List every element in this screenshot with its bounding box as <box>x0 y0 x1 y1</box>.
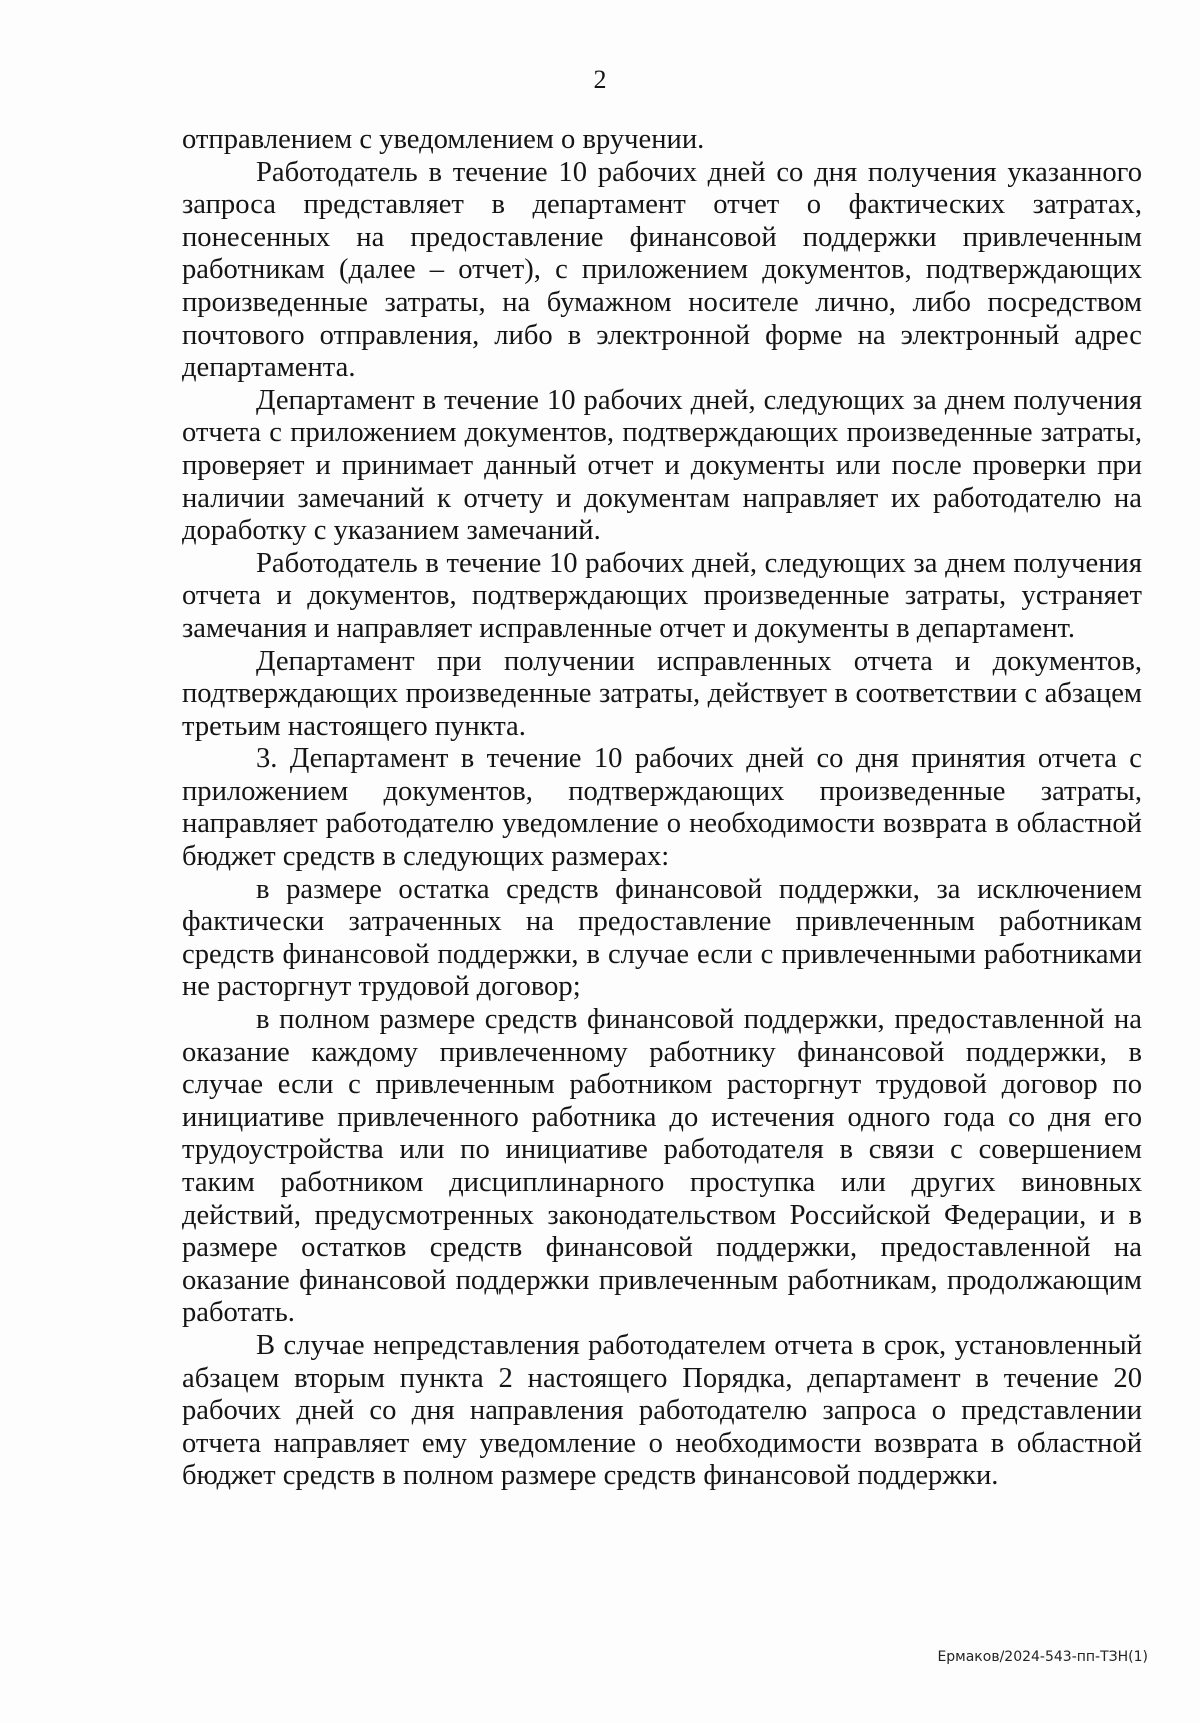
document-body <box>182 124 1142 1493</box>
document-code: Ермаков/2024-543-пп-ТЗН(1) <box>937 1649 1148 1665</box>
paragraph-full-refund: в полном размере средств финансовой поддержки, предоставленной на оказание каждому привлеченному работнику финансовой поддержки, в случае если с привлеченным работником расторгнут трудовой договор по инициативе привлеченного работника до истечения одного года со дня его трудоустройства или по инициативе работодателя в связи с совершением таким работником дисциплинарного проступка или других виновных действий, предусмотренных законодательством Российской Федерации, и в размере остатков средств финансовой поддержки, предоставленной на оказание финансовой поддержки привлеченным работникам, продолжающим работать. <box>182 1004 1142 1329</box>
paragraph-employer-corrections: Работодатель в течение 10 рабочих дней, следующих за днем получения отчета и документов, подтверждающих произведенные затраты, устраняет замечания и направляет исправленные отчет и документы в департамент. <box>182 547 1142 644</box>
paragraph-department-corrected: Департамент при получении исправленных отчета и документов, подтверждающих произведенные затраты, действует в соответствии с абзацем третьим настоящего пункта. <box>182 645 1142 742</box>
paragraph-continuation: отправлением с уведомлением о вручении. <box>182 124 705 155</box>
paragraph-remainder-refund: в размере остатка средств финансовой поддержки, за исключением фактически затраченных на предоставление привлеченным работникам средств финансовой поддержки, в случае если с привлеченными работниками не расторгнут трудовой договор; <box>182 873 1142 1003</box>
page-number: 2 <box>593 65 607 94</box>
paragraph-item-3: 3. Департамент в течение 10 рабочих дней со дня принятия отчета с приложением документов, подтверждающих произведенные затраты, направляет работодателю уведомление о необходимости возврата в областной бюджет средств в следующих размерах: <box>182 743 1142 873</box>
paragraph-employer-report: Работодатель в течение 10 рабочих дней со дня получения указанного запроса представляет в департамент отчет о фактических затратах, понесенных на предоставление финансовой поддержки привлеченным работникам (далее – отчет), с приложением документов, подтверждающих произведенные затраты, на бумажном носителе лично, либо посредством почтового отправления, либо в электронной форме на электронный адрес департамента. <box>182 156 1142 384</box>
paragraph-non-submission: В случае непредставления работодателем отчета в срок, установленный абзацем вторым пункта 2 настоящего Порядка, департамент в течение 20 рабочих дней со дня направления работодателю запроса о представлении отчета направляет ему уведомление о необходимости возврата в областной бюджет средств в полном размере средств финансовой поддержки. <box>182 1329 1142 1492</box>
paragraph-department-review: Департамент в течение 10 рабочих дней, следующих за днем получения отчета с приложением документов, подтверждающих произведенные затраты, проверяет и принимает данный отчет и документы или после проверки при наличии замечаний к отчету и документам направляет их работодателю на доработку с указанием замечаний. <box>182 384 1142 547</box>
